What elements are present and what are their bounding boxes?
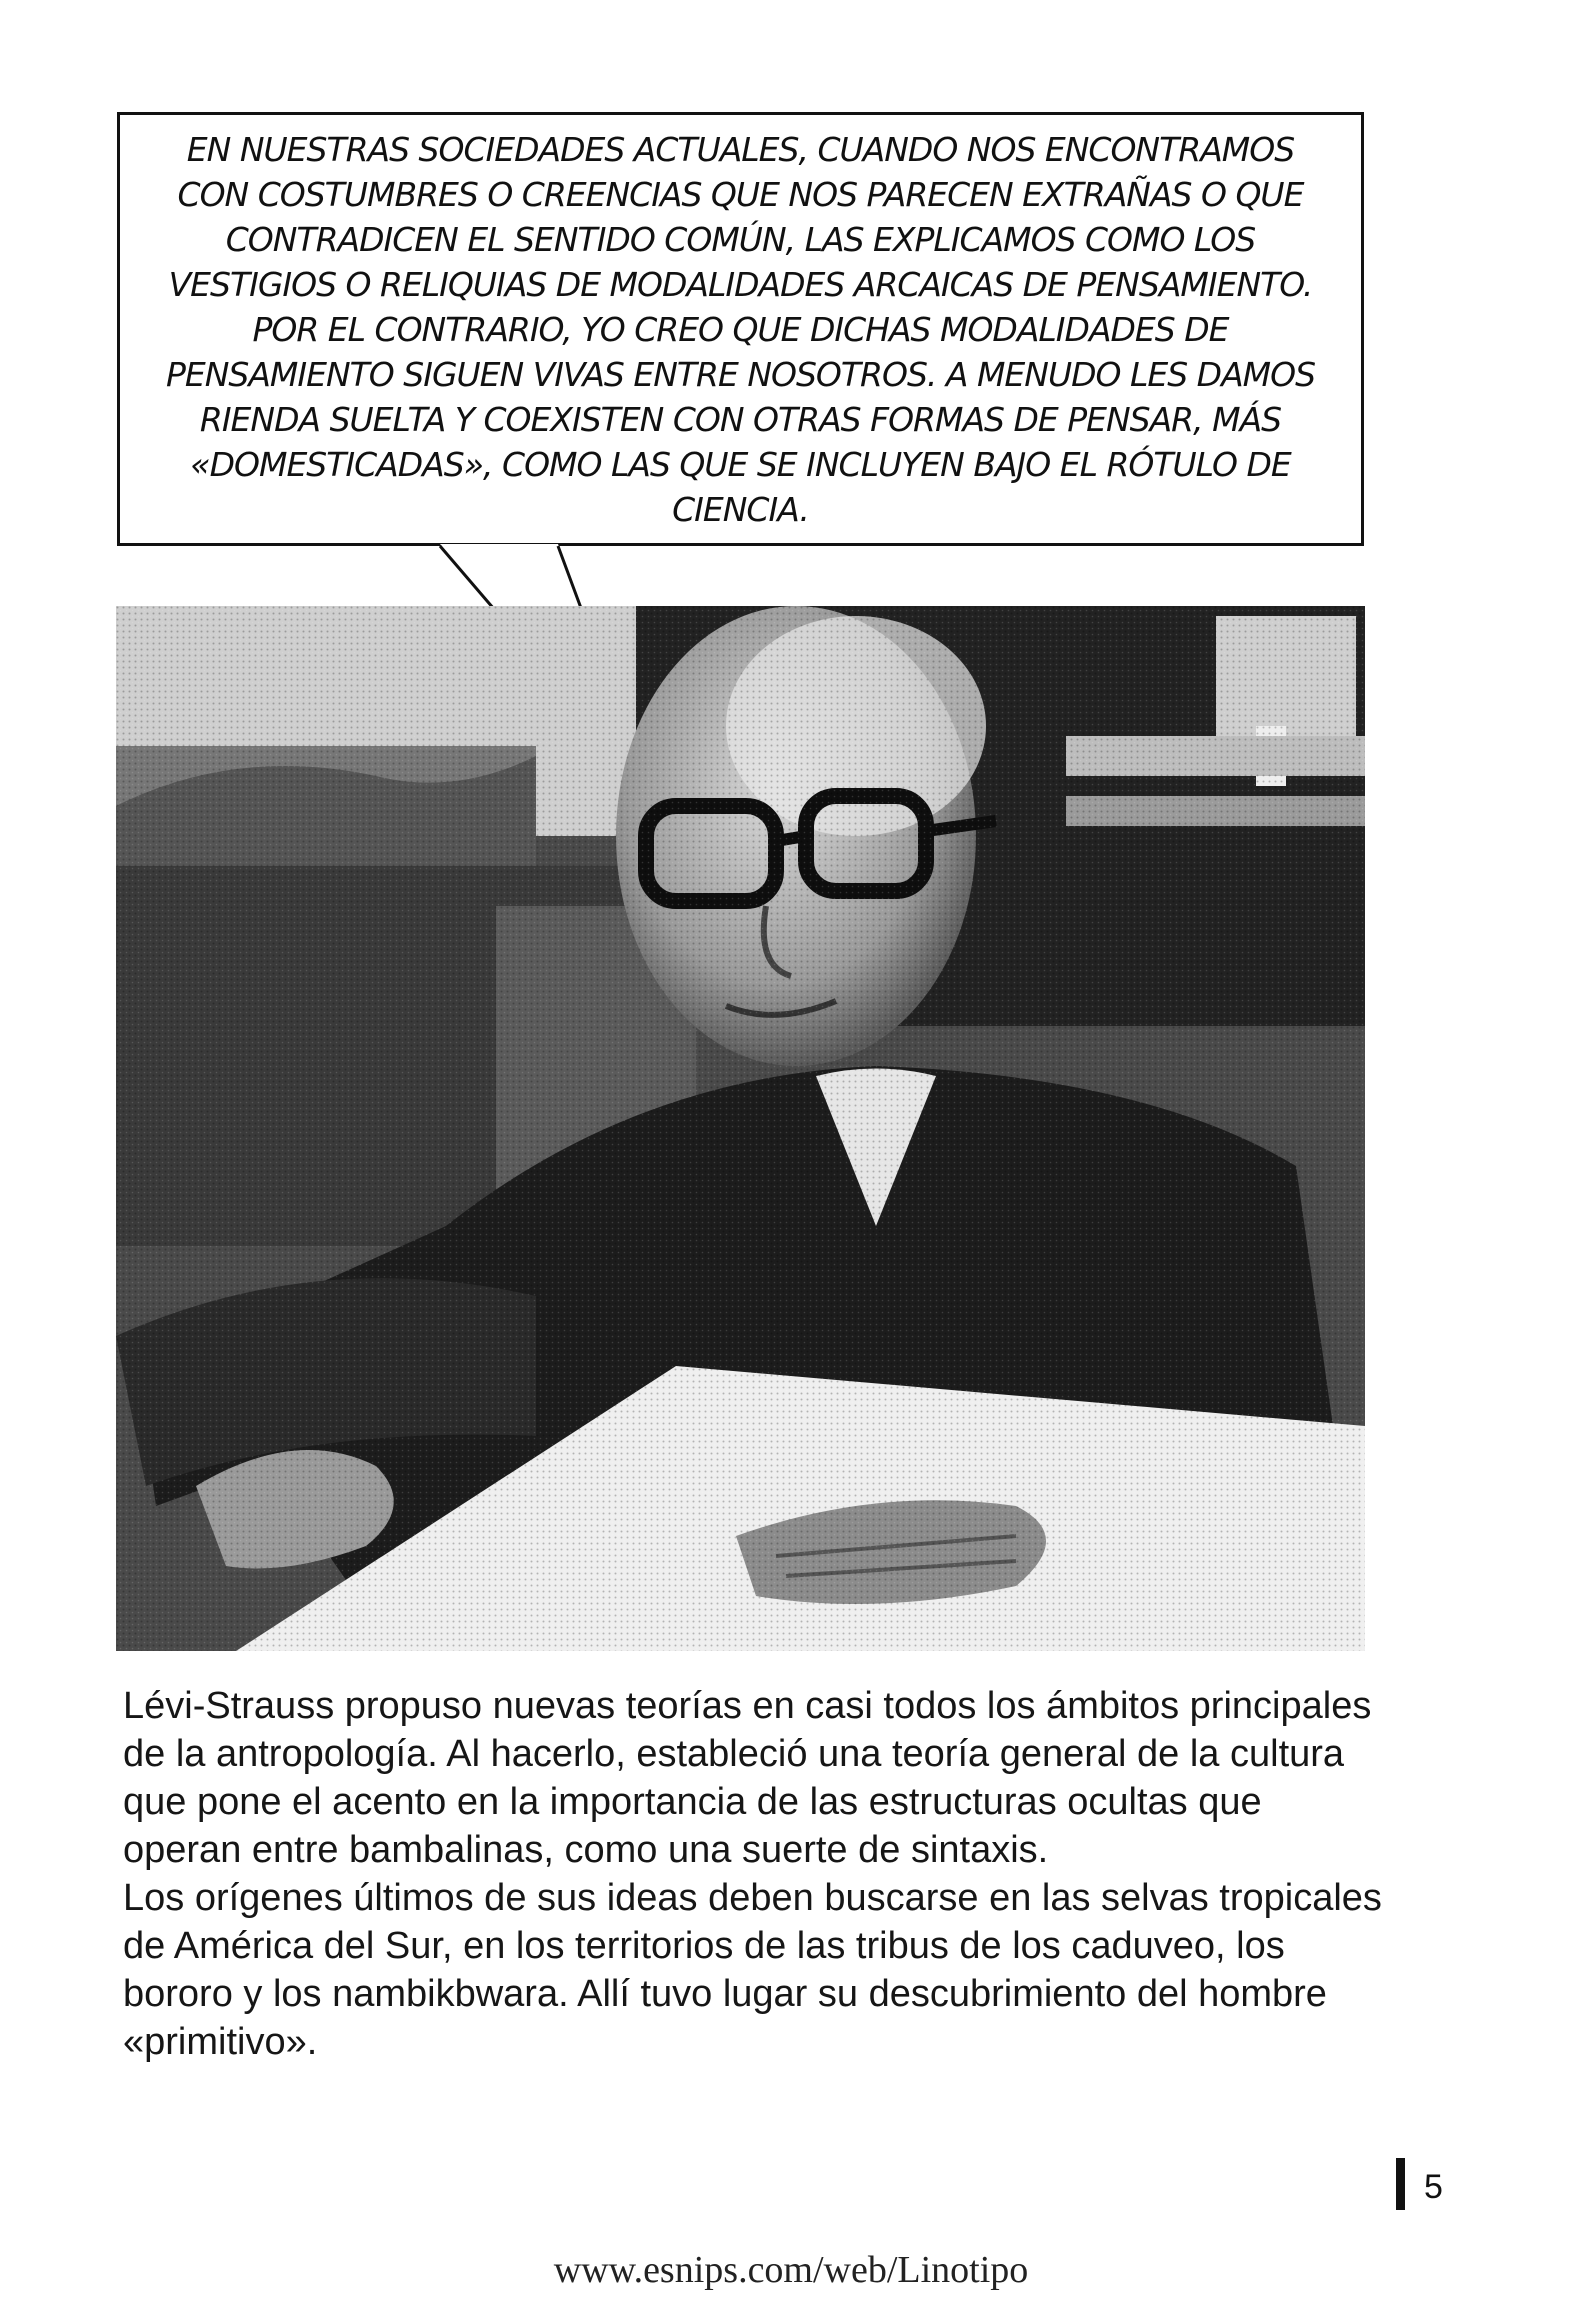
speech-bubble	[117, 112, 1364, 546]
footer-url: www.esnips.com/web/Linotipo	[553, 2249, 1029, 2291]
body-text	[123, 1682, 1383, 2066]
paragraph-1: Lévi-Strauss propuso nuevas teorías en casi todos los ámbitos principales de la antropología. Al hacerlo, estableció una teoría general de la cultura que pone el acento en la importancia de las estructuras ocultas que operan entre bambalinas, como una suerte de sintaxis.	[123, 1685, 1372, 1871]
speech-bubble-text: EN NUESTRAS SOCIEDADES ACTUALES, CUANDO NOS ENCONTRAMOS CON COSTUMBRES O CREENCIAS QUE NOS PARECEN EXTRAÑAS O QUE CONTRADICEN EL SENTIDO COMÚN, LAS EXPLICAMOS COMO LOS VESTIGIOS O RELIQUIAS DE MODALIDADES ARCAICAS DE PENSAMIENTO. POR EL CONTRARIO, YO CREO QUE DICHAS MODALIDADES DE PENSAMIENTO SIGUEN VIVAS ENTRE NOSOTROS. A MENUDO LES DAMOS RIENDA SUELTA Y COEXISTEN CON OTRAS FORMAS DE PENSAR, MÁS «DOMESTICADAS», COMO LAS QUE SE INCLUYEN BAJO EL RÓTULO DE CIENCIA.	[165, 129, 1316, 529]
page-number: 5	[1424, 2168, 1443, 2206]
page-marker-bar	[1396, 2158, 1405, 2210]
portrait-photo	[116, 606, 1365, 1651]
paragraph-2: Los orígenes últimos de sus ideas deben buscarse en las selvas tropicales de América del Sur, en los territorios de las tribus de los caduveo, los bororo y los nambikbwara. Allí tuvo lugar su descubrimiento del hombre «primitivo».	[123, 1877, 1382, 2063]
